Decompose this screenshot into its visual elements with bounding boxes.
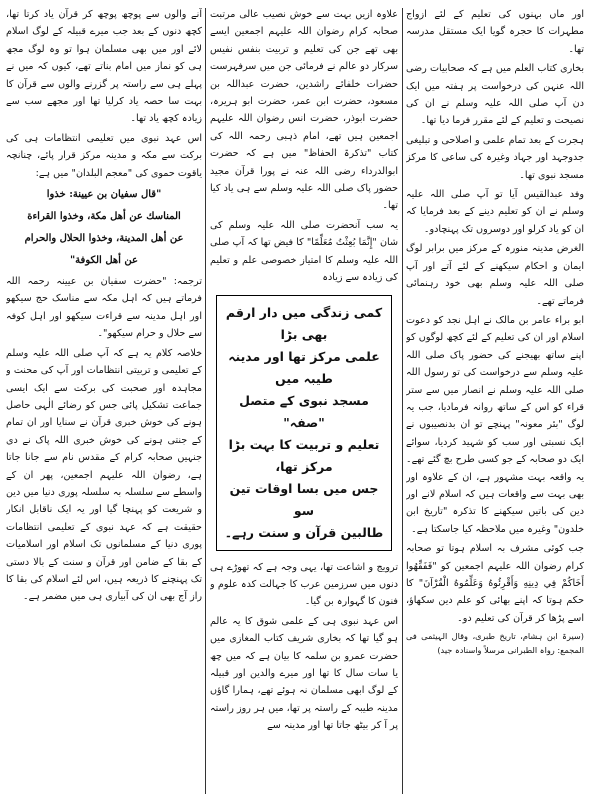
arabic-quote-line: عن أهل الكوفة": [69, 255, 139, 267]
paragraph: ترجمہ: "حضرت سفیان بن عیینہ رحمہ اللہ فرماتے ہیں کہ اہل مکہ سے مناسک حج سیکھو اور اہل مدینہ سے قراءت سیکھو اور اہل کوفہ سے حلال و حرام سیکھو"۔: [6, 276, 202, 340]
paragraph: ہجرت کے بعد تمام علمی و اصلاحی و تبلیغی جدوجہد اور جہاد وغیرہ کی ساعی کا مرکز مسجد نبوی تھا۔: [406, 134, 584, 181]
pull-quote-box: [216, 295, 392, 551]
paragraph: ترویج و اشاعت تھا، یہی وجہ ہے کہ تھوڑے ہی دنوں میں سرزمین عرب کا جہالت کدہ علوم و فنون کا گہوارہ بن گیا۔: [210, 561, 398, 608]
column-divider: [205, 8, 206, 794]
pull-quote-line: مسجد نبوی کے متصل "صفہ": [239, 392, 369, 430]
pull-quote-line: کمی زندگی میں دار ارقم بھی بڑا: [225, 304, 383, 342]
paragraph: جب کوئی مشرف بہ اسلام ہوتا تو صحابہ کرام رضوان اللہ علیہم اجمعین کو "فَفَقِّهُوا أَخَاكُمْ فِي دِينِهِ وَأَقْرِئُوهُ وَعَلِّمُوهُ الْقُرْآنَ" کا حکم ہوتا کہ اپنے بھائی کو علم دین سکھاؤ، اسے پڑھا کر قرآن کی تعلیم دو۔: [406, 543, 584, 624]
paragraph: اس عہد نبوی ہی کے علمی شوق کا یہ عالم ہو گیا تھا کہ بخاری شریف کتاب المغازی میں حضرت عمرو بن سلمہ کا بیان ہے کہ میں چھ یا سات سال کا تھا اور میرے والدین اور قبیلہ کے لوگ ابھی مسلمان نہ ہوئے تھے، ہمارا گاؤں مدینہ طیبہ کے راستہ پر تھا، میں ہر روز راستہ پر آ کر بیٹھ جاتا تھا اور مدینہ سے: [210, 615, 398, 732]
pull-quote-line: جس میں بسا اوقات تین سو: [229, 480, 379, 518]
paragraph: آنے والوں سے پوچھ پوچھ کر قرآن یاد کرتا تھا، کچھ دنوں کے بعد جب میرے قبیلہ کے لوگ اسلام لائے اور میں بھی مسلمان ہوا تو وہ لوگ مجھ ہی کو نماز میں امام بناتے تھے، کیوں کہ میں نے پہلے ہی سے راستہ پر گزرنے والوں سے قرآن کا بہت سا حصہ یاد کرلیا تھا اور مجھے سب سے زیادہ کچھ یاد تھا۔: [6, 9, 202, 125]
arabic-quote-line: عن أهل المدينة، وخذوا الحلال والحرام: [24, 233, 184, 245]
paragraph: الغرض مدینہ منورہ کے مرکز میں برابر لوگ ایمان و احکام سیکھنے کے لئے آتے اور آپ صلی اللہ علیہ وسلم بھی خود رہنمائی فرماتے تھے۔: [406, 243, 584, 307]
pull-quote-line: طالبین قرآن و سنت رہے۔: [224, 524, 384, 540]
column-divider: [402, 8, 403, 794]
arabic-quote-line: المناسك عن أهل مكة، وخذوا القراءة: [27, 211, 181, 223]
paragraph: بخاری کتاب العلم میں ہے کہ صحابیات رضی اللہ عنہن کی درخواست پر ہفتہ میں ایک دن آپ صلی اللہ علیہ وسلم نے ان کی نصیحت و تعلیم کے لئے مقرر فرما دیا تھا۔: [406, 63, 584, 127]
pull-quote-line: تعلیم و تربیت کا بہت بڑا مرکز تھا،: [228, 436, 380, 474]
paragraph: اور ماں بہنوں کی تعلیم کے لئے ازواج مطہرات کا حجرہ گویا ایک مستقل مدرسہ تھا۔: [406, 9, 584, 55]
arabic-quote-line: "قال سفيان بن عيينة: خذوا: [46, 189, 162, 201]
column-right: [406, 6, 584, 796]
paragraph: وفد عبدالقیس آیا تو آپ صلی اللہ علیہ وسلم نے ان کو تعلیم دینے کے بعد فرمایا کہ ان کو یاد کرلو اور دوسروں تک پہنچادو۔: [406, 189, 584, 235]
paragraph: اس عہد نبوی میں تعلیمی انتظامات ہی کی برکت سے مکہ و مدینہ مرکز قرار پائے، چنانچہ یاقوت حموی کی "معجم البلدان" میں ہے:: [6, 132, 202, 179]
paragraph: علاوہ ازیں بہت سے خوش نصیب عالی مرتبت صحابہ کرام رضوان اللہ علیہم اجمعین ایسے بھی تھے جن کی تعلیم و تربیت بنفس نفیس سرکار دو عالم نے فرمائی جن میں سرفہرست حضرات خلفائے راشدین، حضرت عبداللہ بن مسعود، حضرت ابن عمر، حضرت ابو ہریرہ، حضرت ابوذر، حضرت انس رضوان اللہ علیہم اجمعین ہیں تھے، امام ذہبی رحمہ اللہ کی کتاب "تذکرۃ الحفاظ" میں ہے کہ حضرت ابوالدرداء رضی اللہ عنہ نے پورا قرآن مجید حضور پاک صلی اللہ علیہ وسلم سے ہی یاد کیا تھا۔: [210, 9, 398, 212]
paragraph: ابو براء عامر بن مالک نے اہل نجد کو دعوت اسلام اور ان کی تعلیم کے لئے کچھ لوگوں کو اپنے ساتھ بھیجنے کی حضور پاک صلی اللہ علیہ وسلم سے درخواست کی تو رسول اللہ صلی اللہ علیہ وسلم نے انصار میں سے ستر قراء کو اس کے ساتھ روانہ فرمادیا، جب یہ لوگ "بئر معونہ" پہنچے تو ان بدنصیبوں نے ایک نسبتی اور سب کو شہید کردیا، سوائے ایک دو صحابہ کے جو کسی طرح بچ گئے تھے۔ یہ واقعہ بہت مشہور ہے، ان کے علاوہ اور بھی بہت سے واقعات ہیں کہ اسلام لانے اور دین کی باتیں سیکھنے کا تذکرہ "تاریخ ابن خلدون" وغیرہ میں ملاحظہ کیا جاسکتا ہے۔: [406, 314, 584, 535]
column-left: [6, 6, 202, 796]
reference-note: (سیرۃ ابن ہشام، تاریخ طبری، وقال الہیثمی فی المجمع: رواہ الطبرانی مرسلاً واسنادہ جید): [406, 631, 584, 656]
pull-quote-line: علمی مرکز تھا اور مدینہ طیبہ میں: [228, 348, 380, 386]
paragraph: یہ سب آنحضرت صلی اللہ علیہ وسلم کی شان "إِنَّمَا بُعِثْتُ مُعَلِّمًا" کا فیض تھا کہ آپ صلی اللہ علیہ وسلم کا امتیاز خصوصی علم و تعلیم کی زیادہ سے زیادہ: [210, 219, 398, 284]
paragraph: خلاصہ کلام یہ ہے کہ آپ صلی اللہ علیہ وسلم کے تعلیمی و تربیتی انتظامات اور آپ کی محنت و مجاہدہ اور صحبت کی برکت سے ایک ایسی جماعت تشکیل پائی جس کو رضائے الٰہی حاصل ہونے کی خوش خبری قرآن نے سنایا اور ان تمام کے جنتی ہونے کی خوش خبری اللہ پاک نے دی جنہیں صحابہ کرام کے مقدس نام سے جانا جاتا ہے، رضوان اللہ علیہم اجمعین، پھر ان کے واسطے سے سلسلہ بہ سلسلہ پوری دنیا میں دین و شریعت کو پہنچا گیا اور یہ ایک ناقابل انکار حقیقت ہے کہ عہد نبوی کے تعلیمی انتظامات پوری دنیا کے مسلمانوں تک اسلام اور اسلامیات کے بقا کے ضامن اور قرآن و سنت کے بالا دستی تک پہنچنے کا ذریعہ ہیں، اس لئے اسلام کی بقا کا راز آج بھی ان کی آبیاری ہی میں مضمر ہے۔: [6, 347, 202, 603]
column-middle: [210, 6, 398, 796]
